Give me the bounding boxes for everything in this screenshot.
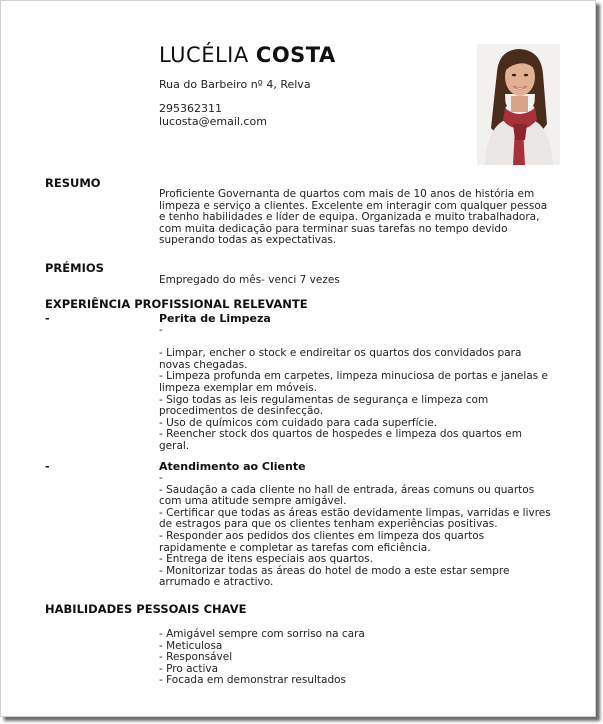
job-line: - Sigo todas as leis regulamentas de segurança e limpeza com (159, 393, 489, 406)
list-item: - Responsável (159, 651, 233, 664)
resumo-line: e tenho habilidades e líder de equipa. Organizada e muito trabalhadora, (159, 211, 540, 224)
job-line: - Entrega de itens especiais aos quartos. (159, 553, 373, 566)
job-line: - Reencher stock dos quartos de hospedes e limpeza dos quartos em (159, 428, 522, 441)
list-item: - Pro activa (159, 662, 219, 675)
job-line: - Monitorizar todas as áreas do hotel de modo a este estar sempre (159, 564, 510, 577)
job-description (159, 325, 559, 453)
job-title: Atendimento ao Cliente (159, 460, 306, 473)
address: Rua do Barbeiro nº 4, Relva (159, 78, 311, 91)
resumo-line: superando todas as expectativas. (159, 234, 337, 247)
job-line: com uma atitude sempre amigável. (159, 495, 347, 508)
resumo-line: Proficiente Governanta de quartos com mais de 10 anos de história em (159, 188, 535, 200)
job-line: - (159, 324, 163, 336)
job-marker: - (45, 312, 50, 325)
profile-photo (477, 44, 560, 165)
job-line: limpeza exemplar em móveis. (159, 381, 318, 394)
job-line: de estragos para que os clientes tenham experiências positivas. (159, 518, 498, 531)
job-line: - Responder aos pedidos dos clientes em limpeza dos quartos (159, 529, 485, 542)
resumo-line: com muita dedicação para terminar suas tarefas no tempo devido (159, 222, 508, 235)
job-line: - Limpeza profunda em carpetes, limpeza minuciosa de portas e janelas e (159, 370, 548, 383)
job-description (159, 473, 559, 589)
resumo-text (159, 189, 559, 247)
job-line: geral. (159, 439, 190, 452)
last-name: COSTA (255, 43, 336, 67)
job-title: Perita de Limpeza (159, 312, 271, 325)
resumo-line: limpeza e serviço a clientes. Excelente em interagir com qualquer pessoa (159, 199, 548, 212)
job-line: - (159, 472, 163, 484)
job-line: - Uso de químicos com cuidado para cada superfície. (159, 416, 438, 429)
habilidades-list (159, 629, 559, 687)
premios-text (159, 275, 559, 287)
job-line: arrumado e atractivo. (159, 576, 274, 589)
list-item: - Meticulosa (159, 639, 223, 652)
email: lucosta@email.com (159, 115, 267, 128)
job-line: - Limpar, encher o stock e endireitar os quartos dos convidados para (159, 347, 522, 360)
section-title-experiencia: EXPERIÊNCIA PROFISSIONAL RELEVANTE (45, 297, 308, 311)
job-line: - Saudação a cada cliente no hall de entrada, áreas comuns ou quartos (159, 483, 535, 496)
job-line: - Certificar que todas as áreas estão devidamente limpas, varridas e livres (159, 506, 551, 519)
job-line: procedimentos de desinfecção. (159, 405, 324, 418)
job-marker: - (45, 460, 50, 473)
job-line: novas chegadas. (159, 358, 248, 371)
first-name: LUCÉLIA (159, 43, 249, 67)
candidate-name (159, 43, 336, 67)
phone: 295362311 (159, 102, 222, 115)
list-item: - Amigável sempre com sorriso na cara (159, 628, 365, 640)
section-title-premios: PRÉMIOS (45, 261, 104, 275)
section-title-resumo: RESUMO (45, 176, 101, 190)
premios-line: Empregado do mês- venci 7 vezes (159, 274, 340, 286)
list-item: - Focada em demonstrar resultados (159, 674, 347, 687)
job-line: rapidamente e completar as tarefas com eficiência. (159, 541, 431, 554)
section-title-habilidades: HABILIDADES PESSOAIS CHAVE (45, 602, 247, 616)
